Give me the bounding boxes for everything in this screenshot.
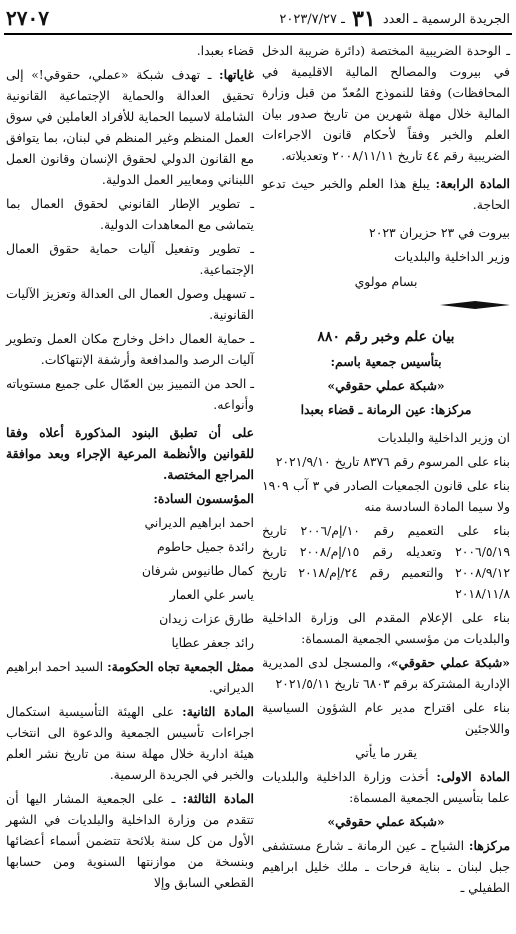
representative-text: السيد احمد ابراهيم الديراني. (6, 659, 254, 695)
article-4 (262, 173, 510, 215)
article-3-text: ـ على الجمعية المشار اليها أن تتقدم من وزارة الداخلية والبلديات في الشهر الأول من كل سنة بلائحة تتضمن أسماء أعضائها وبنسخة من موازنتها السنوية ومن حسابها القطعي السابق وإلا (6, 791, 254, 890)
divider-ornament-icon (440, 299, 510, 311)
goals-label: غاياتها: (219, 67, 254, 82)
decides-heading: يقرر ما يأتي (355, 745, 417, 760)
district-continuation: قضاء بعبدا. (196, 43, 254, 58)
consideration-5-text: ، والمسجل لدى المديرية الإدارية المشتركة برقم ٦٨٠٣ تاريخ ٢٠٢١/٥/١١ (262, 655, 510, 691)
article-3-label: المادة الثالثة: (182, 791, 254, 806)
goal-6: ـ الحد من التمييز بين العمّال على جميع مستوياته وأنواعه. (6, 376, 254, 412)
header-rule (4, 33, 512, 35)
founder: رائدة جميل حاطوم (156, 539, 254, 554)
page-header (0, 0, 516, 34)
article-1 (262, 766, 510, 808)
article-1-text: أخذت وزارة الداخلية والبلديات علما بتأسيس الجمعية المسماة: (262, 769, 510, 805)
address-label: مركزها: (468, 838, 510, 853)
association-hq: مركزها: عين الرمانة ـ قضاء بعبدا (300, 402, 472, 417)
goals-text: ـ تهدف شبكة «عملي، حقوقي!» إلى تحقيق العدالة والحماية الإجتماعية القانونية الشاملة لاسيما الحماية للأفراد العاملين في سوق العمل المنظم وغير المنظم في لبنان، بما يتوافق مع القانون الدولي لحقوق الإنسان وقانون العمل اللبناني ومعايير العمل الدولية. (6, 67, 254, 187)
article-4-label: المادة الرابعة: (435, 176, 510, 191)
goal-3: ـ تطوير وتفعيل آليات حماية حقوق العمال الإجتماعية. (6, 241, 254, 277)
consideration-4: بناء على الإعلام المقدم الى وزارة الداخلية والبلديات من مؤسسي الجمعية المسماة: (262, 610, 510, 646)
article-1-association-name: «شبكة عملي حقوقي» (327, 814, 445, 829)
journal-title: الجريدة الرسمية ـ العدد (382, 12, 510, 27)
left-column (6, 40, 254, 896)
notice-subtitle: بتأسيس جمعية باسم: (330, 354, 442, 369)
founder: ياسر علي العمار (169, 587, 254, 602)
article-1-label: المادة الاولى: (436, 769, 510, 784)
article-2-text: على الهيئة التأسيسية استكمال اجراءات تأسيس الجمعية والدعوة الى انتخاب هيئة ادارية خلال مهلة سنة من تاريخ نشر العلم والخبر في الجريدة الرسمية. (6, 704, 254, 782)
founders-label: المؤسسون السادة: (153, 491, 254, 506)
article-4-text: يبلغ هذا العلم والخبر حيث تدعو الحاجة. (262, 176, 510, 212)
page-number: ٢٧٠٧ (6, 6, 49, 30)
goals-paragraph (6, 64, 254, 190)
article-3 (6, 788, 254, 893)
minister-intro: ان وزير الداخلية والبلديات (377, 430, 510, 445)
representative-label: ممثل الجمعية تجاه الحكومة: (107, 659, 254, 674)
founder: احمد ابراهيم الديراني (144, 515, 254, 530)
notice-title: بيان علم وخبر رقم ٨٨٠ (317, 329, 455, 345)
minister-name: بسام مولوي (354, 274, 418, 289)
founder: رائد جعفر عطايا (171, 635, 254, 650)
consideration-2: بناء على قانون الجمعيات الصادر في ٣ آب ١٩٠٩ ولا سيما المادة السادسة منه (262, 478, 510, 514)
association-name-inline: «شبكة عملي حقوقي» (390, 655, 510, 670)
government-representative (6, 656, 254, 698)
founder: كمال طانيوس شرفان (141, 563, 254, 578)
tax-unit-paragraph: ـ الوحدة الضريبية المختصة (دائرة ضريبة الدخل في بيروت والمصالح المالية الاقليمية في المحافظات) وفقا للنموذج المُعدّ من قبل وزارة المالية خلال مهلة شهرين من تاريخ صدور بيان العلم والخبر وفقاً لأحكام قانون الاجراءات الضريبية رقم ٤٤ تاريخ ٢٠٠٨/١١/١١ وتعديلاته. (262, 43, 510, 163)
founder: طارق عزات زيدان (159, 611, 254, 626)
goal-5: ـ حماية العمال داخل وخارج مكان العمل وتطوير آليات الرصد والمدافعة وأرشفة الإنتهاكات. (6, 331, 254, 367)
association-address (262, 835, 510, 898)
place-date: بيروت في ٢٣ حزيران ٢٠٢٣ (369, 225, 510, 240)
minister-title: وزير الداخلية والبلديات (394, 249, 510, 264)
issue-date: ـ ٢٠٢٣/٧/٢٧ (279, 12, 345, 27)
consideration-3: بناء على التعميم رقم ١٠/إم/٢٠٠٦ تاريخ ٢٠٠٦/٥/١٩ وتعديله رقم ١٥/إم/٢٠٠٨ تاريخ ٢٠٠٨/٩/١٢ والتعميم رقم ٢٤/إم/٢٠١٨ تاريخ ٢٠١٨/١١/٨ (262, 523, 511, 601)
consideration-5 (262, 652, 510, 694)
consideration-1: بناء على المرسوم رقم ٨٣٧٦ تاريخ ٢٠٢١/٩/١٠ (275, 454, 510, 469)
goal-4: ـ تسهيل وصول العمال الى العدالة وتعزيز الآليات القانونية. (6, 286, 254, 322)
goal-2: ـ تطوير الإطار القانوني لحقوق العمال بما يتماشى مع المعاهدات الدولية. (6, 196, 254, 232)
article-2 (6, 701, 254, 785)
address-text: الشياح ـ عين الرمانة ـ شارع مستشفى جبل لبنان ـ بناية فرحات ـ ملك خليل ابراهيم الطفيلي ـ (262, 838, 510, 895)
association-name: «شبكة عملي حقوقي» (327, 378, 445, 393)
condition-paragraph: على أن تطبق البنود المذكورة أعلاه وفقا للقوانين والأنظمة المرعية الإجراء وبعد موافقة المراجع المختصة. (6, 425, 254, 482)
issue-number: ٣١ (352, 6, 376, 32)
consideration-6: بناء على اقتراح مدير عام الشؤون السياسية واللاجئين (262, 700, 510, 736)
article-2-label: المادة الثانية: (182, 704, 254, 719)
journal-header (279, 6, 510, 32)
right-column (262, 40, 510, 901)
